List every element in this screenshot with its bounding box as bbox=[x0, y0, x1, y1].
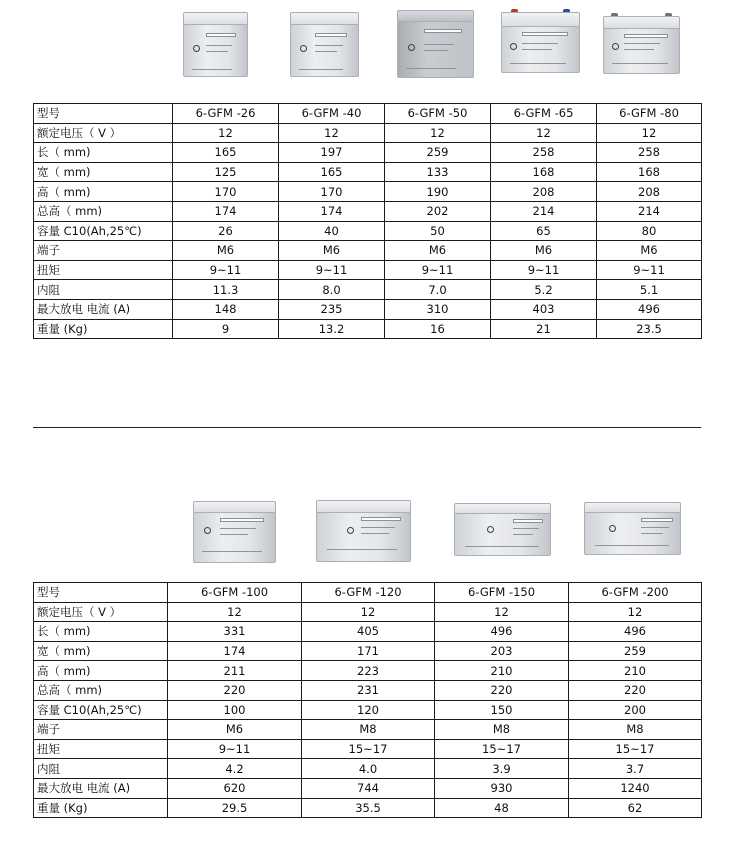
table-row bbox=[34, 162, 702, 182]
table-cell: 220 bbox=[168, 680, 302, 700]
table-cell: 259 bbox=[569, 641, 702, 661]
table-cell: 15~17 bbox=[569, 739, 702, 759]
table-cell: 5.2 bbox=[491, 280, 597, 300]
table-cell: 403 bbox=[491, 299, 597, 319]
row-label-max-discharge-current: 最大放电 电流 (A) bbox=[34, 299, 173, 319]
table-cell: M6 bbox=[168, 720, 302, 740]
table-row bbox=[34, 123, 702, 143]
table-cell: 197 bbox=[279, 143, 385, 163]
battery-image-6gfm-150 bbox=[454, 503, 551, 556]
row-label-internal-resistance: 内阻 bbox=[34, 280, 173, 300]
table-cell: 259 bbox=[385, 143, 491, 163]
table-cell: 310 bbox=[385, 299, 491, 319]
row-label-height: 高（ mm) bbox=[34, 661, 168, 681]
table-row bbox=[34, 602, 702, 622]
model-name: 6-GFM -120 bbox=[302, 583, 435, 603]
table-cell: 12 bbox=[569, 602, 702, 622]
table-cell: 220 bbox=[569, 680, 702, 700]
row-label-capacity: 容量 C10(Ah,25℃) bbox=[34, 221, 173, 241]
table-cell: 12 bbox=[279, 123, 385, 143]
table-cell: 168 bbox=[491, 162, 597, 182]
battery-image-6gfm-26 bbox=[183, 12, 248, 77]
table-cell: 165 bbox=[173, 143, 279, 163]
table-cell: 12 bbox=[597, 123, 702, 143]
table-row bbox=[34, 182, 702, 202]
table-cell: 13.2 bbox=[279, 319, 385, 339]
table-row bbox=[34, 641, 702, 661]
row-label-capacity: 容量 C10(Ah,25℃) bbox=[34, 700, 168, 720]
model-name: 6-GFM -65 bbox=[491, 104, 597, 124]
battery-image-6gfm-100 bbox=[193, 501, 276, 563]
table-cell: 235 bbox=[279, 299, 385, 319]
table-cell: 165 bbox=[279, 162, 385, 182]
table-cell: 29.5 bbox=[168, 798, 302, 818]
table-cell: 190 bbox=[385, 182, 491, 202]
model-name: 6-GFM -80 bbox=[597, 104, 702, 124]
table-cell: 12 bbox=[385, 123, 491, 143]
table-cell: 50 bbox=[385, 221, 491, 241]
table-cell: 620 bbox=[168, 778, 302, 798]
table-cell: 9~11 bbox=[491, 260, 597, 280]
table-cell: 8.0 bbox=[279, 280, 385, 300]
table-row bbox=[34, 720, 702, 740]
battery-image-6gfm-50 bbox=[397, 10, 474, 78]
table-cell: 496 bbox=[435, 622, 569, 642]
table-row bbox=[34, 104, 702, 124]
table-cell: 148 bbox=[173, 299, 279, 319]
table-cell: 405 bbox=[302, 622, 435, 642]
table-cell: 48 bbox=[435, 798, 569, 818]
row-label-voltage: 额定电压（ V ） bbox=[34, 123, 173, 143]
table-cell: 9~11 bbox=[597, 260, 702, 280]
table-row bbox=[34, 739, 702, 759]
row-label-weight: 重量 (Kg) bbox=[34, 319, 173, 339]
table-cell: M8 bbox=[435, 720, 569, 740]
table-cell: 170 bbox=[173, 182, 279, 202]
spec-table-large-models bbox=[33, 582, 702, 818]
table-cell: 220 bbox=[435, 680, 569, 700]
table-cell: 4.0 bbox=[302, 759, 435, 779]
table-cell: 9~11 bbox=[173, 260, 279, 280]
table-cell: 21 bbox=[491, 319, 597, 339]
row-label-terminal: 端子 bbox=[34, 720, 168, 740]
model-name: 6-GFM -40 bbox=[279, 104, 385, 124]
table-row bbox=[34, 778, 702, 798]
table-row bbox=[34, 280, 702, 300]
table-cell: 211 bbox=[168, 661, 302, 681]
table-cell: 174 bbox=[168, 641, 302, 661]
table-cell: 40 bbox=[279, 221, 385, 241]
table-cell: 12 bbox=[491, 123, 597, 143]
table-row bbox=[34, 661, 702, 681]
row-label-width: 宽（ mm) bbox=[34, 641, 168, 661]
table-cell: 4.2 bbox=[168, 759, 302, 779]
row-label-internal-resistance: 内阻 bbox=[34, 759, 168, 779]
model-name: 6-GFM -50 bbox=[385, 104, 491, 124]
battery-image-6gfm-120 bbox=[316, 500, 411, 562]
table-row bbox=[34, 241, 702, 261]
table-cell: 170 bbox=[279, 182, 385, 202]
battery-image-6gfm-65 bbox=[501, 9, 580, 73]
table-cell: 62 bbox=[569, 798, 702, 818]
row-label-model: 型号 bbox=[34, 104, 173, 124]
table-cell: 9~11 bbox=[168, 739, 302, 759]
table-row bbox=[34, 700, 702, 720]
model-name: 6-GFM -200 bbox=[569, 583, 702, 603]
section-divider bbox=[33, 427, 701, 428]
table-cell: 214 bbox=[597, 201, 702, 221]
table-cell: 174 bbox=[173, 201, 279, 221]
table-cell: 12 bbox=[168, 602, 302, 622]
table-cell: 258 bbox=[597, 143, 702, 163]
table-cell: 171 bbox=[302, 641, 435, 661]
table-cell: 15~17 bbox=[435, 739, 569, 759]
table-cell: 26 bbox=[173, 221, 279, 241]
row-label-terminal: 端子 bbox=[34, 241, 173, 261]
table-cell: 16 bbox=[385, 319, 491, 339]
table-cell: 496 bbox=[569, 622, 702, 642]
table-cell: 210 bbox=[435, 661, 569, 681]
table-cell: 202 bbox=[385, 201, 491, 221]
table-cell: 100 bbox=[168, 700, 302, 720]
table-cell: 258 bbox=[491, 143, 597, 163]
table-cell: 23.5 bbox=[597, 319, 702, 339]
table-cell: 200 bbox=[569, 700, 702, 720]
table-cell: 208 bbox=[491, 182, 597, 202]
table-cell: 7.0 bbox=[385, 280, 491, 300]
table-cell: 12 bbox=[173, 123, 279, 143]
row-label-length: 长（ mm) bbox=[34, 622, 168, 642]
table-cell: M6 bbox=[491, 241, 597, 261]
table-row bbox=[34, 680, 702, 700]
row-label-width: 宽（ mm) bbox=[34, 162, 173, 182]
table-cell: 210 bbox=[569, 661, 702, 681]
table-cell: M6 bbox=[279, 241, 385, 261]
table-cell: 65 bbox=[491, 221, 597, 241]
table-row bbox=[34, 622, 702, 642]
table-row bbox=[34, 260, 702, 280]
model-name: 6-GFM -26 bbox=[173, 104, 279, 124]
table-cell: M6 bbox=[385, 241, 491, 261]
table-cell: 35.5 bbox=[302, 798, 435, 818]
table-cell: 11.3 bbox=[173, 280, 279, 300]
table-cell: 133 bbox=[385, 162, 491, 182]
table-cell: 203 bbox=[435, 641, 569, 661]
table-cell: M6 bbox=[173, 241, 279, 261]
table-cell: 231 bbox=[302, 680, 435, 700]
row-label-length: 长（ mm) bbox=[34, 143, 173, 163]
table-cell: 3.7 bbox=[569, 759, 702, 779]
table-cell: 496 bbox=[597, 299, 702, 319]
row-label-weight: 重量 (Kg) bbox=[34, 798, 168, 818]
row-label-max-discharge-current: 最大放电 电流 (A) bbox=[34, 778, 168, 798]
table-cell: 930 bbox=[435, 778, 569, 798]
table-cell: 80 bbox=[597, 221, 702, 241]
table-row bbox=[34, 759, 702, 779]
table-cell: 1240 bbox=[569, 778, 702, 798]
model-name: 6-GFM -100 bbox=[168, 583, 302, 603]
battery-image-6gfm-80 bbox=[603, 13, 680, 74]
table-row bbox=[34, 798, 702, 818]
model-name: 6-GFM -150 bbox=[435, 583, 569, 603]
table-cell: 744 bbox=[302, 778, 435, 798]
row-label-total-height: 总高（ mm) bbox=[34, 201, 173, 221]
table-cell: 15~17 bbox=[302, 739, 435, 759]
table-cell: M6 bbox=[597, 241, 702, 261]
row-label-height: 高（ mm) bbox=[34, 182, 173, 202]
table-row bbox=[34, 583, 702, 603]
table-cell: 12 bbox=[302, 602, 435, 622]
row-label-total-height: 总高（ mm) bbox=[34, 680, 168, 700]
battery-image-6gfm-40 bbox=[290, 12, 359, 77]
row-label-model: 型号 bbox=[34, 583, 168, 603]
row-label-voltage: 额定电压（ V ） bbox=[34, 602, 168, 622]
table-cell: 208 bbox=[597, 182, 702, 202]
table-row bbox=[34, 201, 702, 221]
battery-image-6gfm-200 bbox=[584, 502, 681, 555]
table-row bbox=[34, 319, 702, 339]
table-cell: 223 bbox=[302, 661, 435, 681]
table-row bbox=[34, 221, 702, 241]
table-cell: 331 bbox=[168, 622, 302, 642]
table-cell: 9~11 bbox=[385, 260, 491, 280]
table-cell: 3.9 bbox=[435, 759, 569, 779]
table-cell: M8 bbox=[302, 720, 435, 740]
row-label-torque: 扭矩 bbox=[34, 739, 168, 759]
table-cell: 168 bbox=[597, 162, 702, 182]
table-cell: 9~11 bbox=[279, 260, 385, 280]
table-cell: 150 bbox=[435, 700, 569, 720]
spec-table-small-models bbox=[33, 103, 702, 339]
table-cell: 5.1 bbox=[597, 280, 702, 300]
table-row bbox=[34, 299, 702, 319]
table-cell: 120 bbox=[302, 700, 435, 720]
table-cell: 9 bbox=[173, 319, 279, 339]
row-label-torque: 扭矩 bbox=[34, 260, 173, 280]
table-cell: 12 bbox=[435, 602, 569, 622]
table-cell: 174 bbox=[279, 201, 385, 221]
table-cell: M8 bbox=[569, 720, 702, 740]
table-cell: 214 bbox=[491, 201, 597, 221]
table-row bbox=[34, 143, 702, 163]
table-cell: 125 bbox=[173, 162, 279, 182]
